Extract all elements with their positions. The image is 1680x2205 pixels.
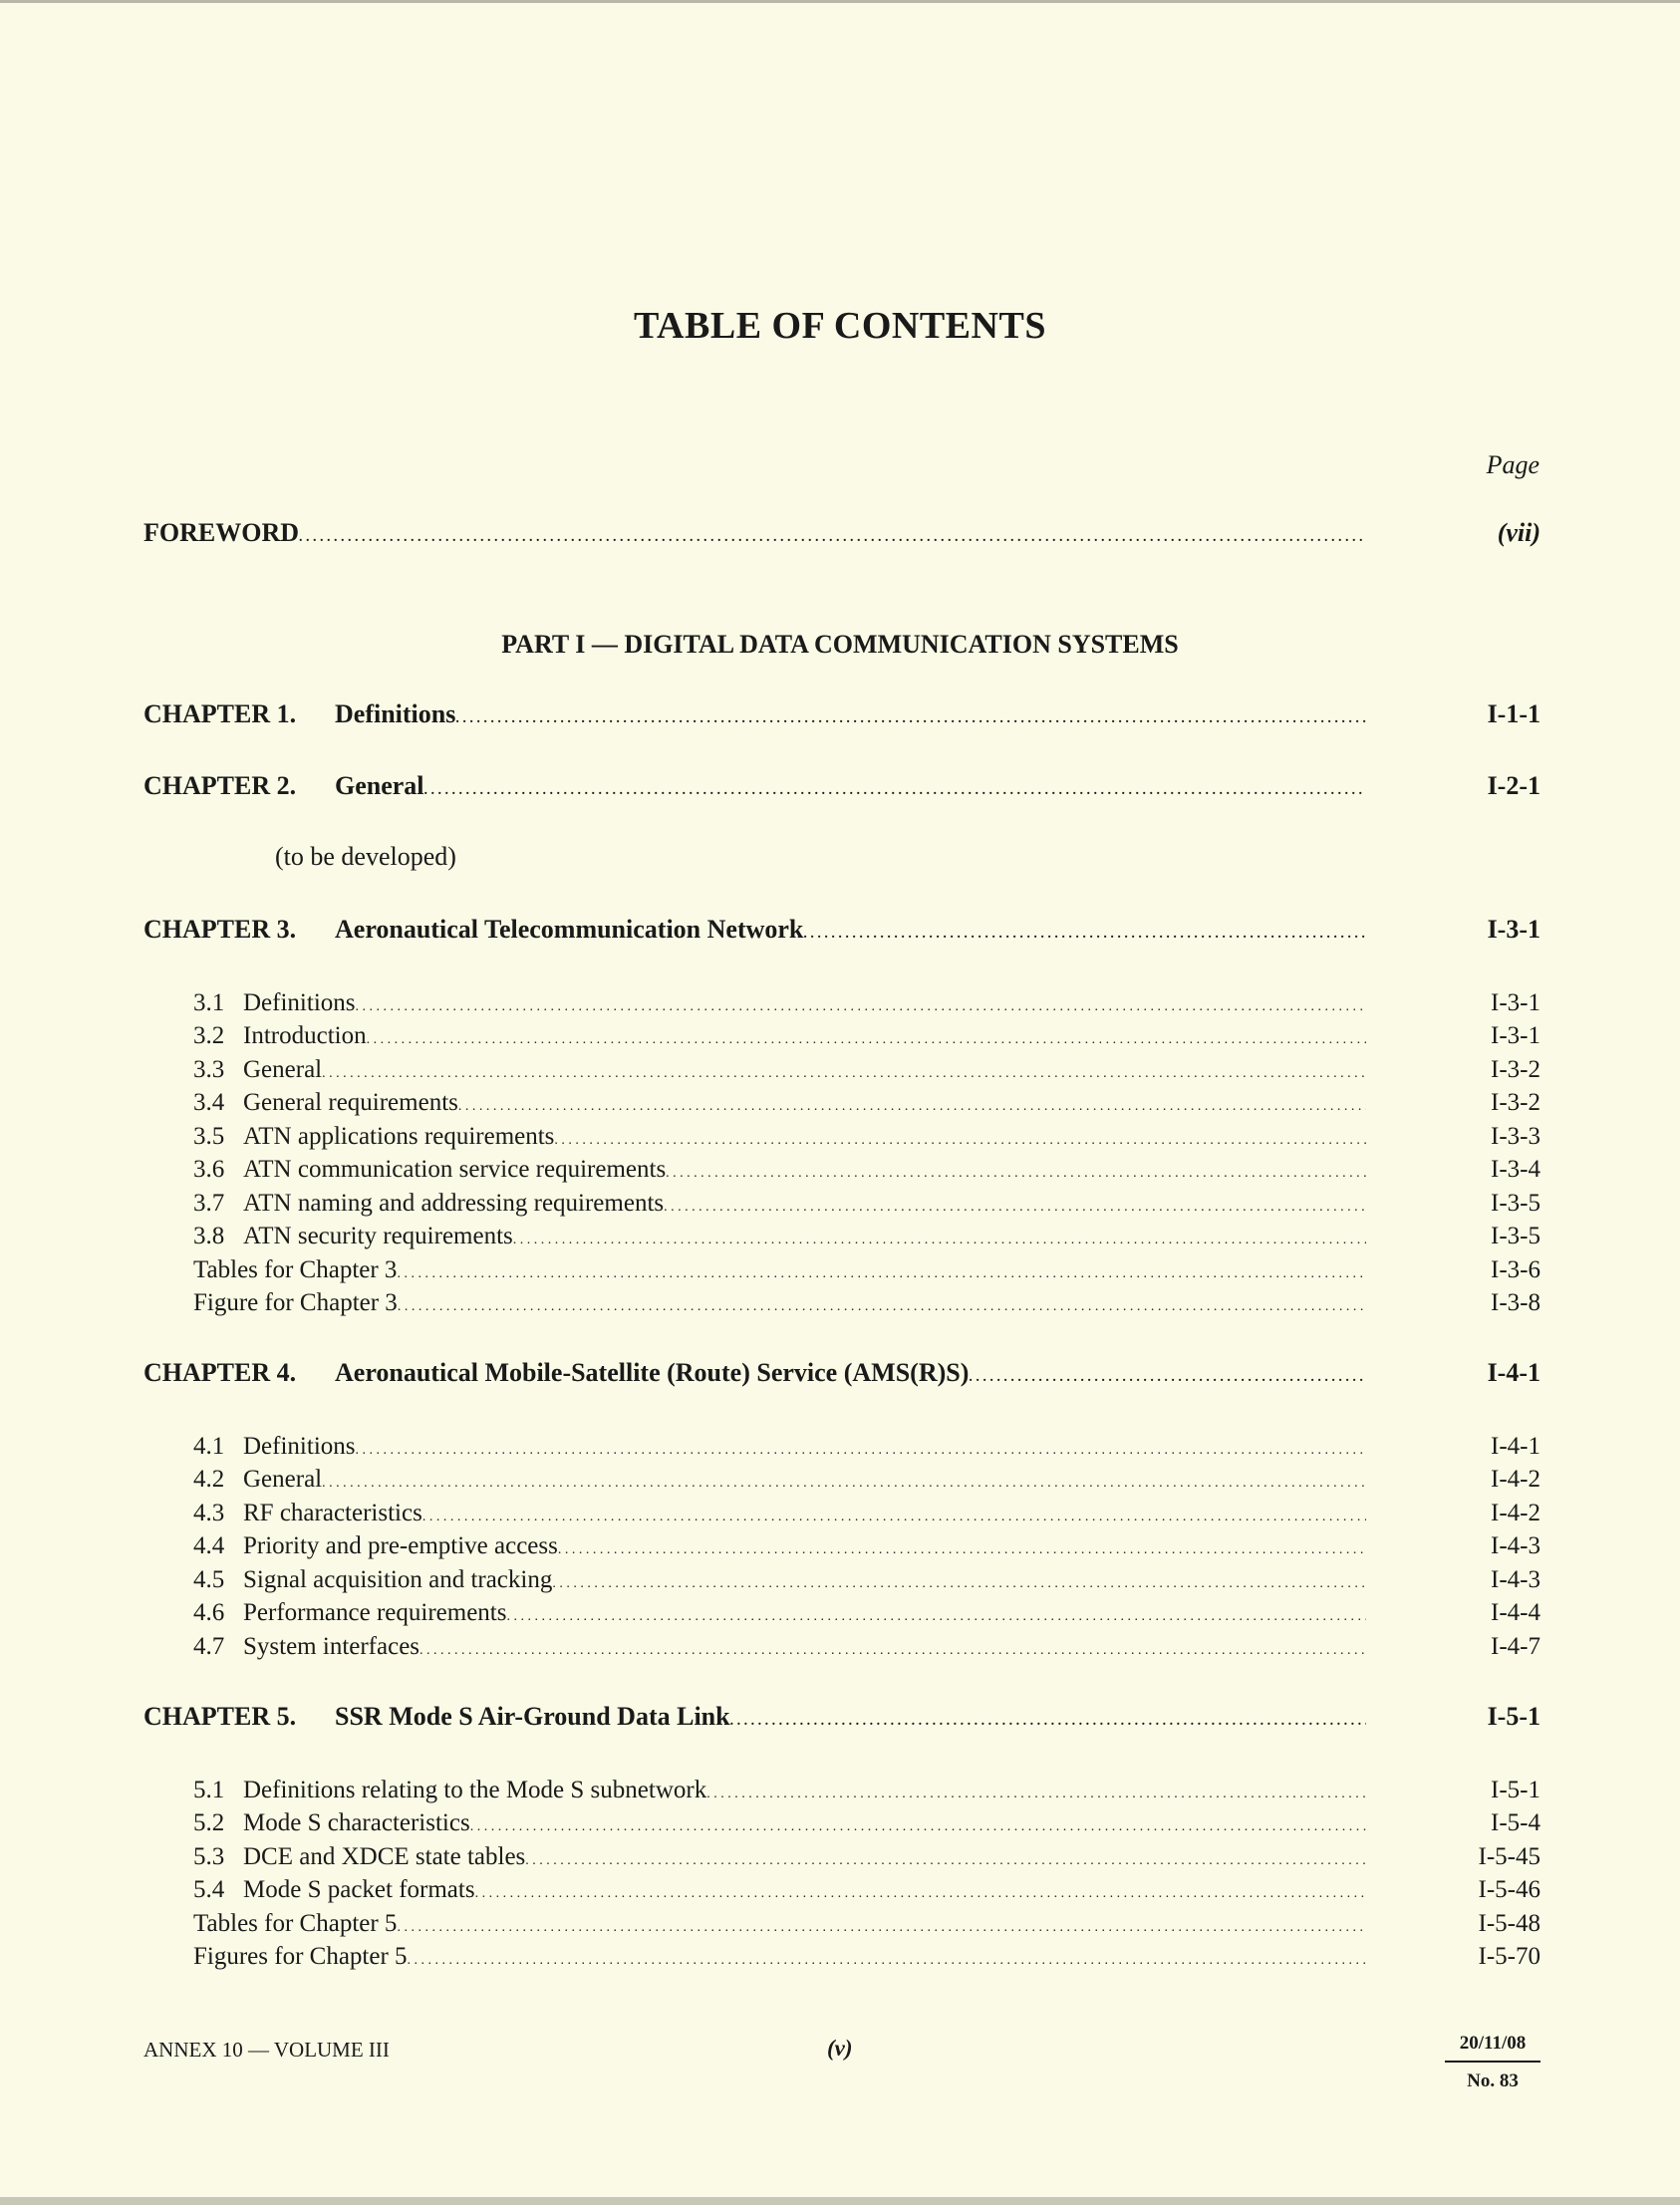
footer-page-number: (v) [827, 2036, 853, 2061]
page-column-label: Page [1486, 450, 1540, 479]
section-page: I-3-2 [1491, 1089, 1540, 1116]
toc-entry-chapter-2[interactable] [143, 769, 1540, 803]
section-title: Priority and pre-emptive access [243, 1532, 558, 1559]
chapter-page: I-2-1 [1487, 771, 1540, 800]
section-page: I-3-5 [1491, 1190, 1540, 1217]
toc-entry-section[interactable] [143, 1086, 1540, 1120]
section-page: I-4-1 [1491, 1433, 1540, 1460]
section-title: RF characteristics [243, 1500, 422, 1526]
toc-entry-foreword[interactable] [143, 516, 1540, 550]
footer-amendment-block [1445, 2033, 1540, 2092]
entry-page: I-5-48 [1478, 1910, 1540, 1937]
chapter-2-note: (to be developed) [275, 842, 456, 871]
section-page: I-3-1 [1491, 989, 1540, 1016]
footer-amendment-number: No. 83 [1467, 2070, 1519, 2091]
section-page: I-4-3 [1491, 1532, 1540, 1559]
entry-page: I-3-6 [1491, 1256, 1540, 1283]
section-page: I-3-2 [1491, 1056, 1540, 1083]
section-number: 4.1 [193, 1433, 225, 1460]
toc-entry-section[interactable] [143, 1463, 1540, 1497]
entry-title: Tables for Chapter 5 [193, 1910, 398, 1937]
section-title: Signal acquisition and tracking [243, 1566, 553, 1593]
section-title: Definitions [243, 1433, 356, 1460]
section-title: General [243, 1466, 323, 1493]
section-page: I-5-46 [1478, 1876, 1540, 1903]
chapter-page: I-3-1 [1487, 915, 1540, 944]
section-number: 3.8 [193, 1223, 225, 1249]
section-number: 4.2 [193, 1466, 225, 1493]
chapter-label: CHAPTER 4. [143, 1358, 297, 1387]
section-title: ATN security requirements [243, 1223, 513, 1249]
toc-entry-section[interactable] [143, 1806, 1540, 1840]
section-title: Definitions [243, 989, 356, 1016]
part-heading: PART I — DIGITAL DATA COMMUNICATION SYSTEMS [501, 630, 1179, 659]
toc-entry-section[interactable] [143, 1497, 1540, 1530]
section-title: General [243, 1056, 323, 1083]
section-title: Definitions relating to the Mode S subnetwork [243, 1777, 707, 1803]
toc-entry-section[interactable] [143, 1220, 1540, 1253]
section-page: I-4-4 [1491, 1599, 1540, 1626]
entry-page: I-3-8 [1491, 1289, 1540, 1316]
toc-entry-chapter-5[interactable] [143, 1700, 1540, 1734]
toc-entry-section[interactable] [143, 1563, 1540, 1597]
toc-entry-section[interactable] [143, 1120, 1540, 1154]
toc-entry-section[interactable] [143, 1873, 1540, 1907]
section-number: 4.4 [193, 1532, 225, 1559]
chapter-page: I-5-1 [1487, 1702, 1540, 1731]
footer-annex-label: ANNEX 10 — VOLUME III [143, 2038, 390, 2062]
page-title: TABLE OF CONTENTS [634, 305, 1046, 347]
toc-entry-section[interactable] [143, 1529, 1540, 1563]
chapter-page: I-4-1 [1487, 1358, 1540, 1387]
section-number: 3.3 [193, 1056, 225, 1083]
toc-entry-section[interactable] [143, 1630, 1540, 1664]
chapter-page: I-1-1 [1487, 699, 1540, 728]
toc-entry-chapter-1[interactable] [143, 697, 1540, 731]
section-number: 4.3 [193, 1500, 225, 1526]
section-number: 3.5 [193, 1123, 225, 1150]
section-title: DCE and XDCE state tables [243, 1843, 526, 1870]
section-number: 5.3 [193, 1843, 225, 1870]
toc-entry-figures[interactable] [143, 1940, 1540, 1974]
toc-entry-section[interactable] [143, 1840, 1540, 1874]
section-title: Mode S characteristics [243, 1809, 470, 1836]
entry-title: Figure for Chapter 3 [193, 1289, 398, 1316]
section-number: 3.4 [193, 1089, 225, 1116]
section-title: ATN communication service requirements [243, 1156, 667, 1183]
entry-title: Figures for Chapter 5 [193, 1943, 408, 1970]
toc-entry-figures[interactable] [143, 1286, 1540, 1320]
section-title: System interfaces [243, 1633, 420, 1660]
toc-entry-section[interactable] [143, 986, 1540, 1020]
section-number: 4.6 [193, 1599, 225, 1626]
section-title: Introduction [243, 1022, 367, 1049]
section-number: 5.2 [193, 1809, 225, 1836]
chapter-label: CHAPTER 1. [143, 699, 297, 728]
scan-bottom-edge [0, 2197, 1680, 2205]
section-number: 5.4 [193, 1876, 225, 1903]
toc-entry-section[interactable] [143, 1430, 1540, 1464]
section-number: 5.1 [193, 1777, 225, 1803]
toc-entry-section[interactable] [143, 1153, 1540, 1187]
toc-entry-tables[interactable] [143, 1253, 1540, 1287]
section-number: 3.7 [193, 1190, 225, 1217]
section-number: 3.6 [193, 1156, 225, 1183]
entry-title: Tables for Chapter 3 [193, 1256, 398, 1283]
entry-page: I-5-70 [1478, 1943, 1540, 1970]
toc-entry-tables[interactable] [143, 1907, 1540, 1941]
section-title: Performance requirements [243, 1599, 507, 1626]
toc-entry-section[interactable] [143, 1053, 1540, 1087]
section-number: 3.2 [193, 1022, 225, 1049]
section-page: I-5-45 [1478, 1843, 1540, 1870]
section-page: I-5-1 [1491, 1777, 1540, 1803]
section-page: I-4-2 [1491, 1466, 1540, 1493]
chapter-label: CHAPTER 3. [143, 915, 297, 944]
section-page: I-3-4 [1491, 1156, 1540, 1183]
chapter-label: CHAPTER 2. [143, 771, 297, 800]
chapter-title: Aeronautical Mobile-Satellite (Route) Service (AMS(R)S) [335, 1358, 970, 1387]
section-page: I-4-3 [1491, 1566, 1540, 1593]
toc-entry-section[interactable] [143, 1187, 1540, 1221]
chapter-title: General [335, 771, 424, 800]
footer-date: 20/11/08 [1445, 2033, 1540, 2063]
chapter-title: SSR Mode S Air-Ground Data Link [335, 1702, 730, 1731]
section-page: I-3-1 [1491, 1022, 1540, 1049]
chapter-title: Aeronautical Telecommunication Network [335, 915, 804, 944]
chapter-label: CHAPTER 5. [143, 1702, 297, 1731]
section-number: 4.5 [193, 1566, 225, 1593]
toc-entry-section[interactable] [143, 1774, 1540, 1807]
section-page: I-4-7 [1491, 1633, 1540, 1660]
toc-entry-section[interactable] [143, 1019, 1540, 1053]
toc-entry-chapter-3[interactable] [143, 913, 1540, 947]
section-title: General requirements [243, 1089, 458, 1116]
toc-entry-chapter-4[interactable] [143, 1356, 1540, 1390]
scan-top-edge [0, 0, 1680, 3]
section-page: I-3-5 [1491, 1223, 1540, 1249]
section-number: 3.1 [193, 989, 225, 1016]
foreword-label: FOREWORD [143, 518, 299, 547]
section-title: Mode S packet formats [243, 1876, 475, 1903]
section-page: I-4-2 [1491, 1500, 1540, 1526]
chapter-title: Definitions [335, 699, 456, 728]
section-number: 4.7 [193, 1633, 225, 1660]
section-title: ATN naming and addressing requirements [243, 1190, 665, 1217]
section-title: ATN applications requirements [243, 1123, 555, 1150]
section-page: I-5-4 [1491, 1809, 1540, 1836]
section-page: I-3-3 [1491, 1123, 1540, 1150]
toc-entry-section[interactable] [143, 1596, 1540, 1630]
foreword-page: (vii) [1497, 518, 1540, 547]
